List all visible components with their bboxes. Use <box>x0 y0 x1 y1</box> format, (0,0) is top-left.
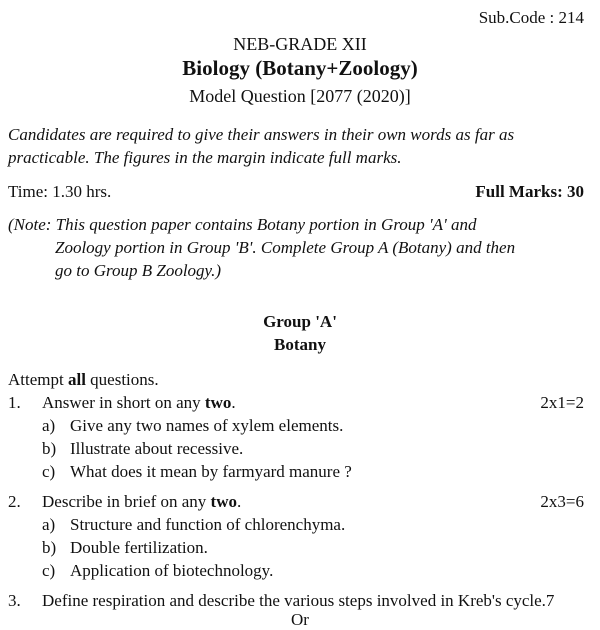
attempt-suffix: questions. <box>85 370 159 389</box>
sub-question-label: a) <box>42 515 56 534</box>
sub-question-text: Application of biotechnology. <box>70 561 274 580</box>
instructions-line-2: practicable. The figures in the margin indicate full marks. <box>8 148 402 167</box>
time-allowed: Time: 1.30 hrs. <box>8 182 112 201</box>
attempt-instruction <box>8 370 159 390</box>
attempt-bold: all <box>67 370 86 389</box>
question-number: 1. <box>8 393 21 412</box>
note-line-3: go to Group B Zoology.) <box>55 261 222 280</box>
question-number: 2. <box>8 492 21 511</box>
sub-question-text: Double fertilization. <box>70 538 208 557</box>
question-marks: 2x1=2 <box>540 393 584 412</box>
sub-code: Sub.Code : 214 <box>478 8 584 27</box>
question-text: Define respiration and describe the various steps involved in Kreb's cycle.7 <box>42 591 555 610</box>
grade-heading: NEB-GRADE XII <box>233 34 367 54</box>
note-line-1: (Note: This question paper contains Botany portion in Group 'A' and <box>8 215 477 234</box>
sub-question-text: What does it mean by farmyard manure ? <box>70 462 352 481</box>
question-marks: 2x3=6 <box>540 492 584 511</box>
note-line-2: Zoology portion in Group 'B'. Complete Group A (Botany) and then <box>55 238 516 257</box>
sub-question-text: Structure and function of chlorenchyma. <box>70 515 346 534</box>
group-title: Group 'A' <box>263 312 337 331</box>
model-question: Model Question [2077 (2020)] <box>189 86 411 106</box>
full-marks: Full Marks: 30 <box>475 182 584 201</box>
sub-question-label: b) <box>42 439 57 458</box>
sub-question-label: a) <box>42 416 56 435</box>
sub-question-label: c) <box>42 561 56 580</box>
question-number: 3. <box>8 591 21 610</box>
sub-question-label: b) <box>42 538 57 557</box>
sub-question-text: Give any two names of xylem elements. <box>70 416 344 435</box>
question-text: Describe in brief on any two. <box>42 492 242 511</box>
sub-question-text: Illustrate about recessive. <box>70 439 244 458</box>
question-text: Answer in short on any two. <box>42 393 236 412</box>
instructions-line-1: Candidates are required to give their answers in their own words as far as <box>8 125 515 144</box>
subject-title: Biology (Botany+Zoology) <box>182 56 418 80</box>
or-separator: Or <box>291 610 309 629</box>
sub-question-label: c) <box>42 462 56 481</box>
group-subtitle: Botany <box>274 335 326 354</box>
attempt-prefix: Attempt <box>8 370 68 389</box>
